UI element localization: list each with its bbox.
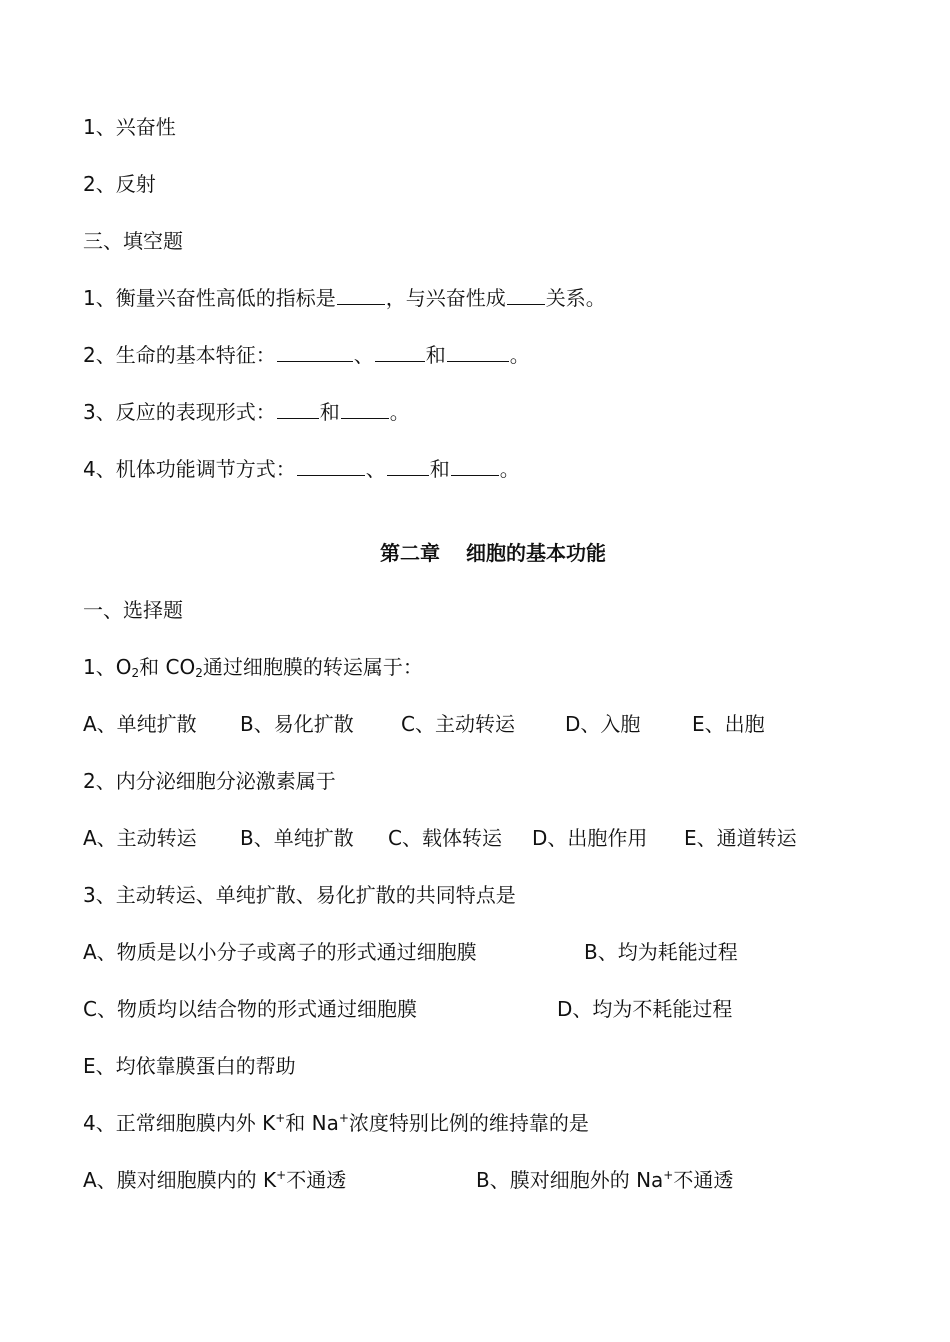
formula-o2: O xyxy=(115,655,132,679)
section-separator: 、 xyxy=(103,598,123,622)
chapter-title: 细胞的基本功能 xyxy=(466,541,606,565)
answer-blank[interactable] xyxy=(375,341,425,362)
question-text: 4、机体功能调节方式： xyxy=(83,457,296,481)
option-d[interactable]: D、入胞 xyxy=(565,712,641,736)
choice-question-2 xyxy=(83,767,336,795)
fill-question-3 xyxy=(83,398,410,426)
option-b[interactable]: B、易化扩散 xyxy=(240,712,354,736)
formula-co2: CO xyxy=(165,655,196,679)
question-text: 1、衡量兴奋性高低的指标是 xyxy=(83,286,336,310)
fill-question-2 xyxy=(83,341,530,369)
answer-blank[interactable] xyxy=(277,341,353,362)
subscript: 2 xyxy=(131,666,140,680)
choice-question-3-options-row1 xyxy=(83,938,883,966)
question-text: 3、反应的表现形式： xyxy=(83,400,276,424)
question-text: 2、内分泌细胞分泌激素属于 xyxy=(83,769,336,793)
option-c[interactable]: C、物质均以结合物的形式通过细胞膜 xyxy=(83,997,417,1021)
choice-question-4 xyxy=(83,1109,589,1137)
option-c[interactable]: C、载体转运 xyxy=(388,826,502,850)
section-number: 三 xyxy=(83,229,103,253)
answer-blank[interactable] xyxy=(297,455,365,476)
option-e[interactable]: E、出胞 xyxy=(692,712,765,736)
question-text: 、 xyxy=(365,457,386,481)
option-a[interactable]: A、物质是以小分子或离子的形式通过细胞膜 xyxy=(83,940,477,964)
choice-question-4-options xyxy=(83,1166,883,1194)
answer-blank[interactable] xyxy=(341,398,389,419)
section-title: 选择题 xyxy=(123,598,183,622)
question-text: 和 xyxy=(139,655,160,679)
option-b[interactable]: B、均为耗能过程 xyxy=(584,940,738,964)
question-text: 通过细胞膜的转运属于： xyxy=(202,655,423,679)
option-text: 不通透 xyxy=(286,1168,347,1192)
question-text: 。 xyxy=(499,457,520,481)
superscript: + xyxy=(663,1168,674,1182)
option-text: B、膜对细胞外的 Na xyxy=(476,1168,664,1192)
option-text: 不通透 xyxy=(673,1168,734,1192)
answer-blank[interactable] xyxy=(507,284,545,305)
fill-section-heading xyxy=(83,227,183,255)
choice-question-3-options-row2 xyxy=(83,995,883,1023)
answer-blank[interactable] xyxy=(451,455,499,476)
option-e[interactable]: E、均依靠膜蛋白的帮助 xyxy=(83,1054,296,1078)
question-text: 、 xyxy=(353,343,374,367)
option-a[interactable] xyxy=(83,1166,346,1194)
choice-question-1 xyxy=(83,653,423,681)
superscript: + xyxy=(338,1111,349,1125)
option-d[interactable]: D、均为不耗能过程 xyxy=(557,997,733,1021)
subscript: 2 xyxy=(195,666,203,680)
question-text: 3、主动转运、单纯扩散、易化扩散的共同特点是 xyxy=(83,883,516,907)
answer-blank[interactable] xyxy=(447,341,509,362)
answer-blank[interactable] xyxy=(387,455,429,476)
choice-question-3-options-row3 xyxy=(83,1052,296,1080)
option-b[interactable] xyxy=(476,1166,733,1194)
section-title: 填空题 xyxy=(123,229,183,253)
question-text: 和 xyxy=(319,400,340,424)
question-text: 浓度特别比例的维持靠的是 xyxy=(348,1111,589,1135)
choice-question-1-options xyxy=(83,710,883,738)
choice-question-3 xyxy=(83,881,516,909)
fill-question-4 xyxy=(83,455,520,483)
superscript: + xyxy=(275,1111,286,1125)
question-text: 关系。 xyxy=(545,286,606,310)
term-text: 反射 xyxy=(115,172,156,196)
term-number: 2 xyxy=(83,172,96,196)
option-c[interactable]: C、主动转运 xyxy=(401,712,515,736)
question-text: 和 xyxy=(429,457,450,481)
question-text: 4、正常细胞膜内外 K xyxy=(83,1111,276,1135)
choice-section-heading xyxy=(83,596,183,624)
chapter-heading xyxy=(0,539,950,567)
superscript: + xyxy=(276,1168,287,1182)
question-text: 。 xyxy=(389,400,410,424)
option-text: A、膜对细胞膜内的 K xyxy=(83,1168,277,1192)
section-number: 一 xyxy=(83,598,103,622)
term-number: 1 xyxy=(83,115,96,139)
question-text: ，与兴奋性成 xyxy=(385,286,506,310)
option-a[interactable]: A、主动转运 xyxy=(83,826,197,850)
chapter-label: 第二章 xyxy=(380,541,440,565)
question-text: 。 xyxy=(509,343,530,367)
term-excitability xyxy=(83,113,176,141)
option-a[interactable]: A、单纯扩散 xyxy=(83,712,197,736)
choice-question-2-options xyxy=(83,824,883,852)
term-text: 兴奋性 xyxy=(115,115,176,139)
option-e[interactable]: E、通道转运 xyxy=(684,826,797,850)
term-separator: 、 xyxy=(95,115,116,139)
question-text: 和 Na xyxy=(285,1111,339,1135)
fill-question-1 xyxy=(83,284,606,312)
option-b[interactable]: B、单纯扩散 xyxy=(240,826,354,850)
term-reflex xyxy=(83,170,156,198)
option-d[interactable]: D、出胞作用 xyxy=(532,826,648,850)
answer-blank[interactable] xyxy=(277,398,319,419)
term-separator: 、 xyxy=(95,172,116,196)
answer-blank[interactable] xyxy=(337,284,385,305)
section-separator: 、 xyxy=(103,229,123,253)
question-text: 和 xyxy=(425,343,446,367)
question-text: 2、生命的基本特征： xyxy=(83,343,276,367)
question-number: 1、 xyxy=(83,655,116,679)
